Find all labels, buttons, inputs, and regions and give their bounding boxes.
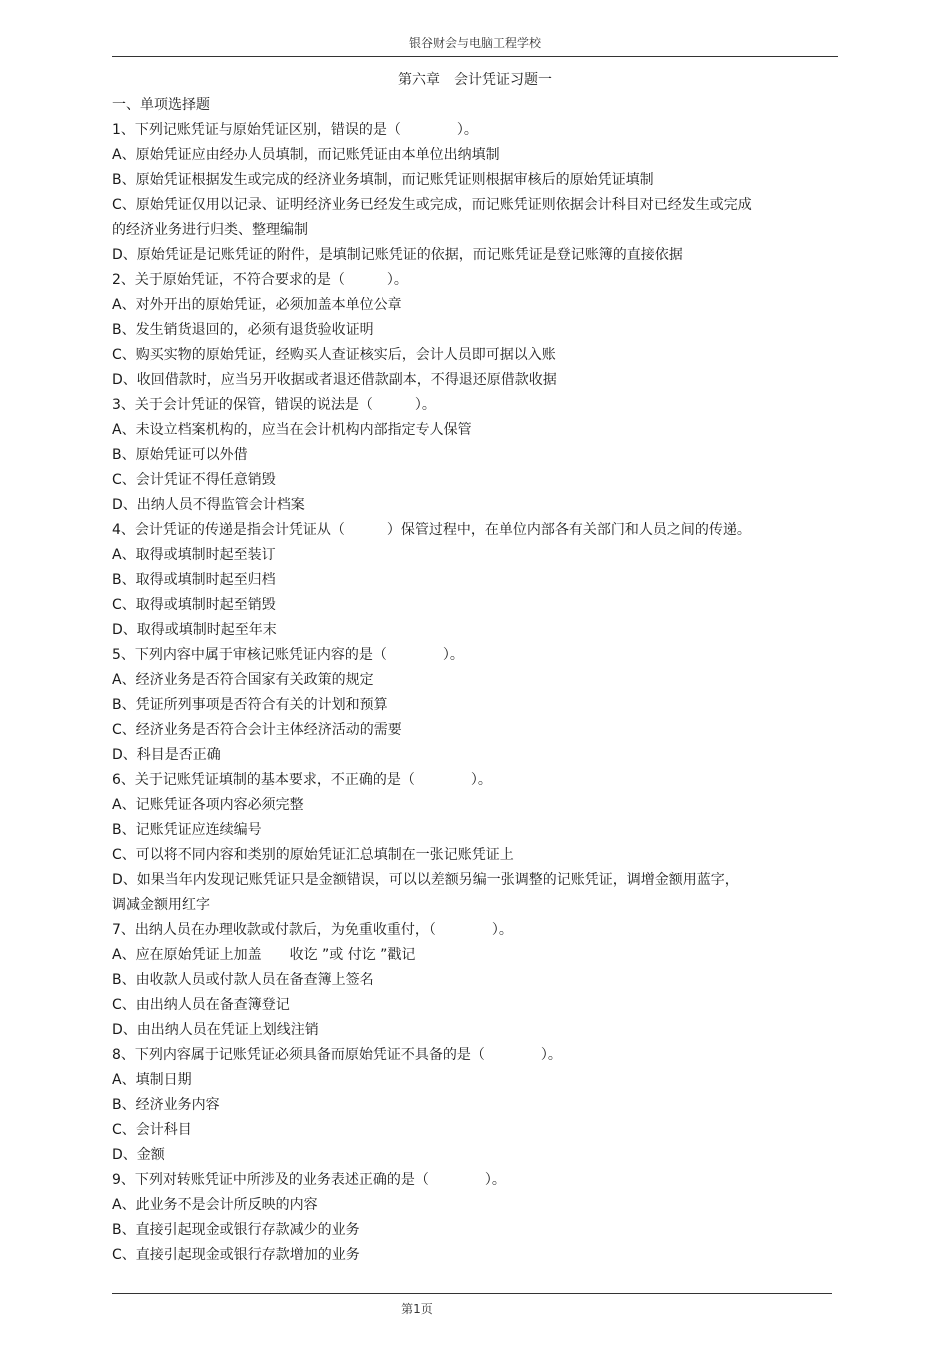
document-body — [112, 68, 838, 1268]
question-5 — [112, 643, 838, 768]
option-b: B、经济业务内容 — [112, 1097, 220, 1113]
option-d: D、如果当年内发现记账凭证只是金额错误，可以以差额另编一张调整的记账凭证，调增金额用蓝字，调减金额用红字 — [112, 872, 739, 913]
question-stem: 3、关于会计凭证的保管，错误的说法是（ ）。 — [112, 397, 436, 413]
option-c: C、取得或填制时起至销毁 — [112, 597, 276, 613]
option-b: B、由收款人员或付款人员在备查簿上签名 — [112, 972, 374, 988]
question-stem: 5、下列内容中属于审核记账凭证内容的是（ ）。 — [112, 647, 464, 663]
page-header — [112, 30, 838, 57]
question-4 — [112, 518, 838, 643]
option-c: C、会计科目 — [112, 1122, 192, 1138]
option-c: C、可以将不同内容和类别的原始凭证汇总填制在一张记账凭证上 — [112, 847, 514, 863]
question-8 — [112, 1043, 838, 1168]
option-b: B、原始凭证根据发生或完成的经济业务填制，而记账凭证则根据审核后的原始凭证填制 — [112, 172, 654, 188]
option-d: D、收回借款时，应当另开收据或者退还借款副本，不得退还原借款收据 — [112, 372, 557, 388]
option-c: C、直接引起现金或银行存款增加的业务 — [112, 1247, 360, 1263]
page-footer — [112, 1300, 722, 1318]
question-7 — [112, 918, 838, 1043]
option-a: A、对外开出的原始凭证，必须加盖本单位公章 — [112, 297, 402, 313]
chapter-title: 第六章 会计凭证习题一 — [398, 72, 552, 88]
option-d: D、取得或填制时起至年末 — [112, 622, 277, 638]
option-b: B、原始凭证可以外借 — [112, 447, 248, 463]
option-c: C、由出纳人员在备查簿登记 — [112, 997, 290, 1013]
option-b: B、记账凭证应连续编号 — [112, 822, 262, 838]
option-c: C、原始凭证仅用以记录、证明经济业务已经发生或完成，而记账凭证则依据会计科目对已经发生或完成的经济业务进行归类、整理编制 — [112, 197, 752, 238]
option-d: D、出纳人员不得监管会计档案 — [112, 497, 305, 513]
option-c: C、购买实物的原始凭证，经购买人查证核实后，会计人员即可据以入账 — [112, 347, 556, 363]
question-stem: 6、关于记账凭证填制的基本要求，不正确的是（ ）。 — [112, 772, 492, 788]
option-c: C、经济业务是否符合会计主体经济活动的需要 — [112, 722, 402, 738]
question-3 — [112, 393, 838, 518]
option-d: D、原始凭证是记账凭证的附件，是填制记账凭证的依据，而记账凭证是登记账簿的直接依据 — [112, 247, 683, 263]
page-number: 第1页 — [401, 1302, 433, 1316]
option-b: B、凭证所列事项是否符合有关的计划和预算 — [112, 697, 388, 713]
option-a: A、未设立档案机构的，应当在会计机构内部指定专人保管 — [112, 422, 472, 438]
option-b: B、直接引起现金或银行存款减少的业务 — [112, 1222, 360, 1238]
footer-divider — [112, 1293, 832, 1294]
option-a: A、填制日期 — [112, 1072, 192, 1088]
question-stem: 2、关于原始凭证，不符合要求的是（ ）。 — [112, 272, 408, 288]
option-b: B、取得或填制时起至归档 — [112, 572, 276, 588]
question-stem: 4、会计凭证的传递是指会计凭证从（ ）保管过程中，在单位内部各有关部门和人员之间的传递。 — [112, 522, 751, 538]
option-d: D、金额 — [112, 1147, 165, 1163]
question-2 — [112, 268, 838, 393]
option-a: A、应在原始凭证上加盖 收讫 ”或 付讫 ”戳记 — [112, 947, 416, 963]
question-stem: 9、下列对转账凭证中所涉及的业务表述正确的是（ ）。 — [112, 1172, 506, 1188]
school-name: 银谷财会与电脑工程学校 — [408, 36, 541, 50]
option-b: B、发生销货退回的，必须有退货验收证明 — [112, 322, 374, 338]
question-stem: 7、出纳人员在办理收款或付款后，为免重收重付，（ ）。 — [112, 922, 513, 938]
option-a: A、经济业务是否符合国家有关政策的规定 — [112, 672, 374, 688]
option-a: A、记账凭证各项内容必须完整 — [112, 797, 304, 813]
option-a: A、原始凭证应由经办人员填制，而记账凭证由本单位出纳填制 — [112, 147, 500, 163]
option-d: D、科目是否正确 — [112, 747, 221, 763]
section-heading: 一、单项选择题 — [112, 97, 210, 113]
question-6 — [112, 768, 838, 918]
option-a: A、此业务不是会计所反映的内容 — [112, 1197, 318, 1213]
question-stem: 1、下列记账凭证与原始凭证区别，错误的是（ ）。 — [112, 122, 478, 138]
question-1 — [112, 118, 838, 268]
option-a: A、取得或填制时起至装订 — [112, 547, 276, 563]
option-d: D、由出纳人员在凭证上划线注销 — [112, 1022, 319, 1038]
option-c: C、会计凭证不得任意销毁 — [112, 472, 276, 488]
question-9 — [112, 1168, 838, 1268]
question-stem: 8、下列内容属于记账凭证必须具备而原始凭证不具备的是（ ）。 — [112, 1047, 562, 1063]
